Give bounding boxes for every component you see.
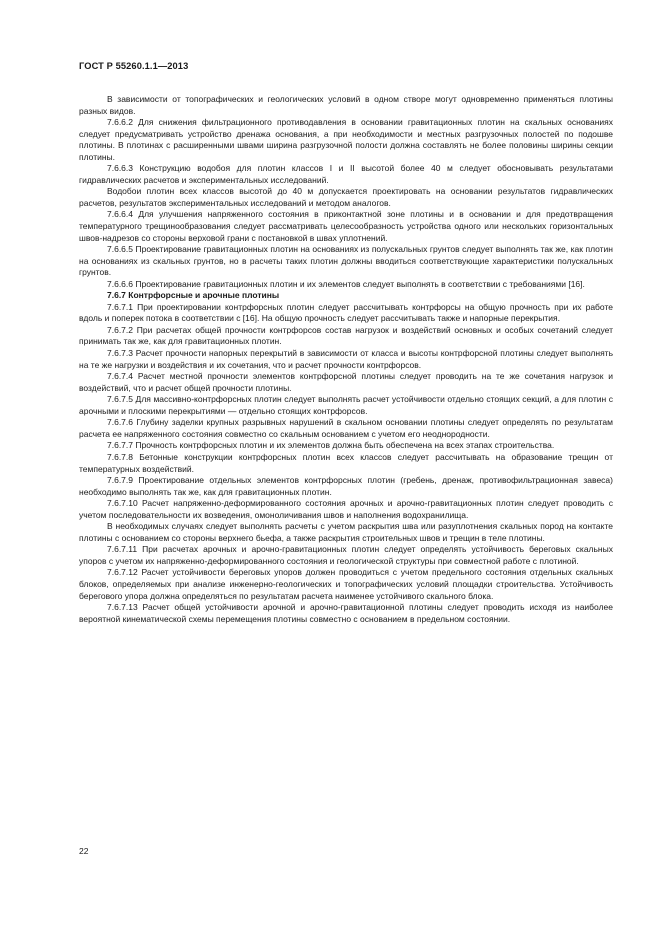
section-heading: 7.6.7 Контрфорсные и арочные плотины (107, 290, 280, 301)
document-body (79, 94, 613, 625)
paragraph: 7.6.7.10 Расчет напряженно-деформированного состояния арочных и арочно-гравитационных плотин следует проводить с учетом последовательности их возведения, омоноличивания швов и наполнения водохранилища. (79, 498, 613, 520)
paragraph: 7.6.6.5 Проектирование гравитационных плотин на основаниях из полускальных грунтов следует выполнять так же, как плотин на основаниях из скальных грунтов, но в расчеты таких плотин должны вводиться соответствующие характеристики полускальных грунтов. (79, 244, 613, 278)
paragraph: 7.6.7.12 Расчет устойчивости береговых упоров должен проводиться с учетом предельного состояния отдельных скальных блоков, определяемых при анализе инженерно-геологических и топографических условий площадки строительства. Устойчивость берегового упора должна определяться по результатам расчета наименее устойчивого скального блока. (79, 567, 613, 601)
paragraph: 7.6.6.4 Для улучшения напряженного состояния в приконтактной зоне плотины и в основании и для предотвращения температурного трещинообразования следует рассматривать целесообразность устройства одного или нескольких горизонтальных швов-надрезов со стороны верховой грани с постановкой в швах уплотнений. (79, 209, 613, 243)
paragraph: 7.6.6.6 Проектирование гравитационных плотин и их элементов следует выполнять в соответствии с требованиями [16]. (107, 278, 585, 289)
paragraph: 7.6.7.4 Расчет местной прочности элементов контрфорсной плотины следует проводить на те же сочетания нагрузок и воздействий, что и расчет общей прочности плотины. (79, 371, 613, 393)
paragraph: 7.6.7.2 При расчетах общей прочности контрфорсов состав нагрузок и воздействий основных и особых сочетаний следует принимать так же, как для гравитационных плотин. (79, 324, 613, 347)
paragraph: 7.6.7.9 Проектирование отдельных элементов контрфорсных плотин (гребень, дренаж, противофильтрационная завеса) необходимо выполнять так же, как для гравитационных плотин. (79, 475, 613, 497)
paragraph: Водобои плотин всех классов высотой до 40 м допускается проектировать на основании результатов гидравлических расчетов, результатов экспериментальных исследований и методом аналогов. (79, 186, 613, 208)
page-number: 22 (79, 846, 89, 856)
paragraph: 7.6.6.2 Для снижения фильтрационного противодавления в основании гравитационных плотин на скальных основаниях следует предусматривать устройство дренажа основания, а при необходимости и местных разгрузочных полостей по подошве плотины. В плотинах с расширенными швами ширина разгрузочной полости должна составлять не более половины ширины секции плотины. (79, 117, 613, 162)
paragraph: 7.6.7.7 Прочность контрфорсных плотин и их элементов должна быть обеспечена на всех этапах строительства. (107, 440, 555, 451)
paragraph: 7.6.7.3 Расчет прочности напорных перекрытий в зависимости от класса и высоты контрфорсной плотины следует выполнять на те же нагрузки и воздействия и их сочетания, что и расчет прочности контрфорсов. (79, 348, 613, 370)
paragraph: В необходимых случаях следует выполнять расчеты с учетом раскрытия шва или разуплотнения скальных пород на контакте плотины с основанием со стороны верхнего бьефа, а также раскрытия строительных швов и трещин в теле плотины. (79, 521, 613, 543)
paragraph: 7.6.7.5 Для массивно-контрфорсных плотин следует выполнять расчет устойчивости отдельно стоящих секций, а для плотин с арочными и плоскими перекрытиями — отдельно стоящих контрфорсов. (79, 394, 613, 416)
paragraph: 7.6.7.1 При проектировании контрфорсных плотин следует рассчитывать контрфорсы на общую прочность при их работе вдоль и поперек потока в соответствии с [16]. На общую прочность следует рассчитывать также и напорные перекрытия. (79, 301, 613, 324)
paragraph: 7.6.7.8 Бетонные конструкции контрфорсных плотин всех классов следует рассчитывать на образование трещин от температурных воздействий. (79, 451, 613, 474)
paragraph: 7.6.7.11 При расчетах арочных и арочно-гравитационных плотин следует определять устойчивость береговых скальных упоров с учетом их напряженно-деформированного состояния и геологической структуры при совместной работе с плотиной. (79, 544, 613, 566)
paragraph: В зависимости от топографических и геологических условий в одном створе могут одновременно применяться плотины разных видов. (79, 94, 613, 116)
paragraph: 7.6.7.6 Глубину заделки крупных разрывных нарушений в скальном основании плотины следует определять по результатам расчета ее напряженного состояния совместно со скальным основанием с учетом его неоднородности. (79, 417, 613, 439)
document-header: ГОСТ Р 55260.1.1—2013 (79, 61, 189, 71)
paragraph: 7.6.7.13 Расчет общей устойчивости арочной и арочно-гравитационной плотины следует проводить исходя из наиболее вероятной кинематической схемы перемещения плотины совместно с основанием в предельном состоянии. (79, 602, 613, 624)
paragraph: 7.6.6.3 Конструкцию водобоя для плотин классов I и II высотой более 40 м следует обосновывать результатами гидравлических расчетов и экспериментальных исследований. (79, 163, 613, 185)
